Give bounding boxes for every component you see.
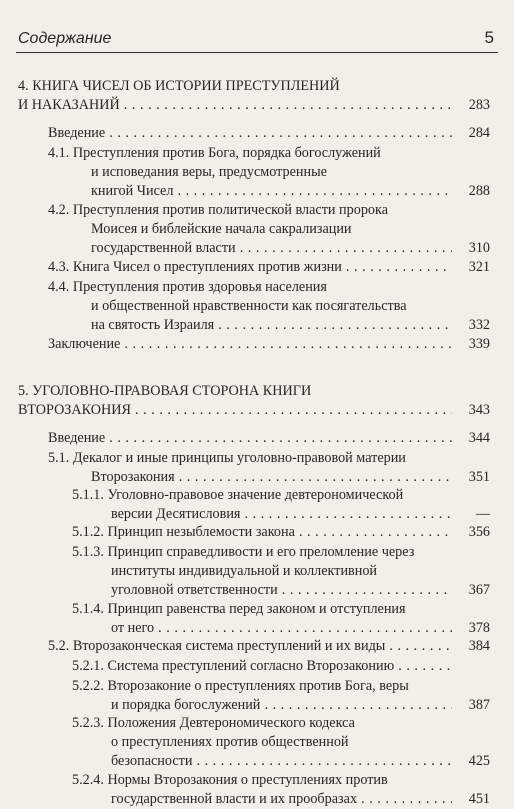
toc-entry [0, 486, 514, 524]
toc-entry-line: Заключение . . . [48, 335, 452, 354]
toc-entry [0, 543, 514, 600]
toc-entry-line: Введение . . . [48, 429, 452, 448]
toc-entry-line: 5.2.2. Второзаконие о преступлениях против Бога, веры [72, 678, 409, 694]
toc-entry-line: 4.4. Преступления против здоровья населения [48, 279, 327, 295]
toc-entry-line: на святость Израиля . . . [91, 316, 452, 335]
toc-entry [0, 144, 514, 201]
toc-entry-line: о преступлениях против общественной [111, 734, 349, 750]
toc-entry-line: государственной власти . . . [91, 239, 452, 258]
toc-entry-line: 5.1.3. Принцип справедливости и его преломление через [72, 544, 415, 560]
toc-entry-line: 5.2.3. Положения Девтерономического кодекса [72, 715, 355, 731]
toc-entry-line: 5.1.2. Принцип незыблемости закона . . . [72, 523, 452, 542]
toc-page-number: 344 [468, 430, 490, 446]
toc-page-number: 384 [468, 638, 490, 654]
toc-entry-line: ВТОРОЗАКОНИЯ . . . [18, 401, 452, 420]
toc-entry-line: 5.1.4. Принцип равенства перед законом и отступления [72, 601, 406, 617]
toc-page-number: 378 [468, 620, 490, 636]
toc-page-number: 451 [468, 791, 490, 807]
toc-entry-line: 4.1. Преступления против Бога, порядка богослужений [48, 145, 381, 161]
toc-entry [0, 677, 514, 715]
toc-entry [0, 714, 514, 771]
toc-entry-line: Второзакония . . . [91, 468, 452, 487]
toc-entry-line: уголовной ответственности . . . [111, 581, 452, 600]
toc-entry-line: безопасности . . . [111, 752, 452, 771]
toc-page-number: 332 [468, 317, 490, 333]
toc-entry-line: версии Десятисловия . . . [111, 505, 452, 524]
toc-entry-line: 5.2. Второзаконческая система преступлений и их виды . . . [48, 637, 452, 656]
toc-entry-line: институты индивидуальной и коллективной [111, 563, 378, 579]
toc-entry [0, 449, 514, 487]
header-title: Содержание [18, 30, 112, 47]
toc-entry [0, 523, 514, 542]
toc-entry-line: Введение . . . [48, 124, 452, 143]
toc-entry-line: 5.1. Декалог и иные принципы уголовно-правовой материи [48, 450, 406, 466]
toc-page-number: 387 [468, 697, 490, 713]
toc-entry-line: 5.2.1. Система преступлений согласно Второзаконию . . . [72, 657, 452, 676]
toc-entry [0, 124, 514, 143]
running-header [16, 28, 498, 53]
toc-entry-line: 4.2. Преступления против политической власти пророка [48, 202, 389, 218]
toc-page-number: 425 [468, 753, 490, 769]
toc-page-number: 356 [468, 524, 490, 540]
toc-entry [0, 335, 514, 354]
toc-entry-line: от него . . . [111, 619, 452, 638]
toc-entry [0, 201, 514, 258]
toc-entry-line: 5.1.1. Уголовно-правовое значение девтерономической [72, 487, 404, 503]
toc-entry [0, 77, 514, 115]
toc-entry [0, 657, 514, 676]
toc-entry-line: книгой Чисел . . . [91, 182, 452, 201]
toc-page-number: — [475, 506, 490, 522]
toc-page-number: 321 [468, 259, 490, 275]
toc-entry [0, 771, 514, 809]
toc-entry-line: 4.3. Книга Чисел о преступлениях против жизни . . . [48, 258, 452, 277]
toc-page-number: 284 [468, 125, 490, 141]
toc-page-number: 310 [468, 240, 490, 256]
toc-entry [0, 278, 514, 335]
header-page-number: 5 [484, 28, 494, 47]
toc-entry-line: И НАКАЗАНИЙ . . . [18, 96, 452, 115]
toc-entry [0, 382, 514, 420]
toc-entry-line: и общественной нравственности как посягательства [91, 298, 407, 314]
toc-entry-line: 4. КНИГА ЧИСЕЛ ОБ ИСТОРИИ ПРЕСТУПЛЕНИЙ [18, 78, 340, 94]
toc-entry-line: Моисея и библейские начала сакрализации [91, 221, 352, 237]
toc-entry-line: и порядка богослужений . . . [111, 696, 452, 715]
toc-entry-line: государственной власти и их прообразах . . . [111, 790, 452, 809]
toc-page-number: 283 [468, 97, 490, 113]
toc-entry-line: и исповедания веры, предусмотренные [91, 164, 327, 180]
toc-entry-line: 5. УГОЛОВНО-ПРАВОВАЯ СТОРОНА КНИГИ [18, 383, 312, 399]
toc-entry-line: 5.2.4. Нормы Второзакония о преступлениях против [72, 772, 388, 788]
toc-page-number: 367 [468, 582, 490, 598]
toc-entry [0, 637, 514, 656]
toc-page-number: 339 [468, 336, 490, 352]
toc-page-number: 343 [468, 402, 490, 418]
toc-entry [0, 429, 514, 448]
toc-entry [0, 258, 514, 277]
toc-entry [0, 600, 514, 638]
toc-page-number: 351 [468, 469, 490, 485]
toc-page-number: 288 [468, 183, 490, 199]
